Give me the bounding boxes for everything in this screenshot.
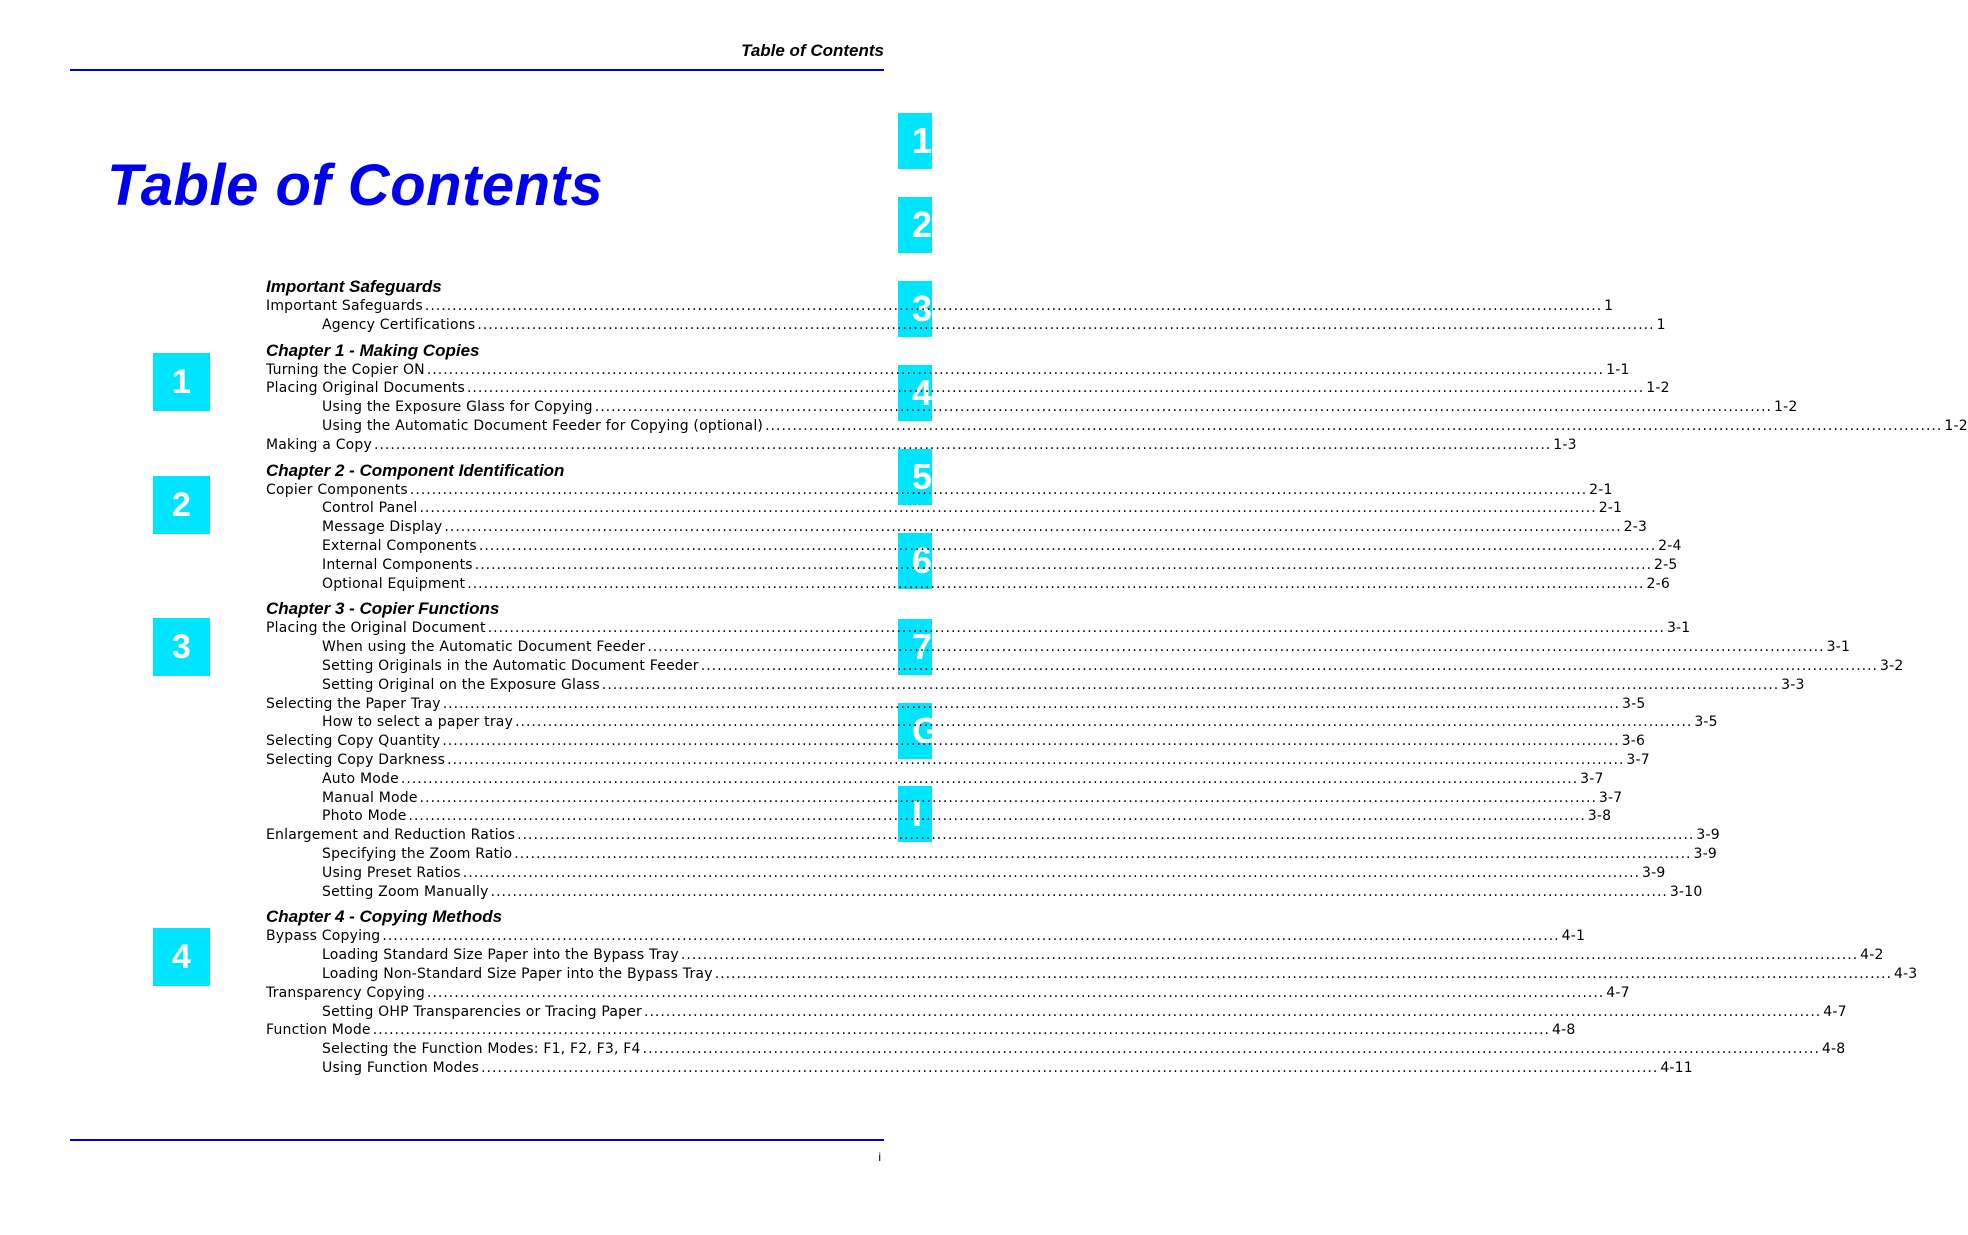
side-tab-chapter-4[interactable]: 4 [898,365,932,421]
toc-page-number: 1-3 [1553,436,1577,453]
toc-subentry[interactable] [266,807,1612,826]
toc-page-number: 1-1 [1606,361,1630,378]
toc-entry-title: Selecting Copy Quantity [266,733,441,750]
dot-leader [715,965,1892,984]
side-tab-chapter-1[interactable]: 1 [898,113,932,169]
toc-subentry[interactable] [266,657,1904,676]
toc-entry-title: Setting Zoom Manually [322,883,489,900]
toc-subentry[interactable] [266,770,1604,789]
toc-page-number: 1-2 [1646,380,1670,397]
toc-entry[interactable] [266,732,1646,751]
toc-entry[interactable] [266,379,1670,398]
toc-entry-title: Making a Copy [266,436,373,453]
chapter-marker-2: 2 [153,476,210,534]
toc-entry-title: Specifying the Zoom Ratio [322,845,513,862]
toc-entry[interactable] [266,436,1577,455]
toc-page-number: 4-2 [1860,947,1884,964]
toc-entry[interactable] [266,751,1650,770]
dot-leader [427,984,1604,1003]
toc-subentry[interactable] [266,499,1623,518]
toc-page-number: 1 [1656,316,1666,333]
chapter-marker-4: 4 [153,928,210,986]
toc-entry-title: Transparency Copying [266,984,425,1001]
dot-leader [425,297,1602,316]
toc-page-number: 4-7 [1823,1003,1847,1020]
toc-entry[interactable] [266,619,1691,638]
side-tab-index[interactable]: I [898,786,932,842]
dot-leader [515,713,1692,732]
toc-page-number: 3-2 [1880,657,1904,674]
dot-leader [517,826,1694,845]
dot-leader [488,619,1665,638]
toc-entry[interactable] [266,826,1720,845]
dot-leader [444,518,1621,537]
toc-page-number: 4-8 [1821,1041,1846,1058]
toc-page-number: 4-7 [1606,984,1630,1001]
page-number: i [878,1150,881,1164]
dot-leader [373,1021,1550,1040]
toc-page-number: 3-7 [1580,770,1604,787]
dot-leader [643,1040,1820,1059]
toc-entry-title: When using the Automatic Document Feeder [322,639,646,656]
toc-entry-title: External Components [322,537,477,554]
toc-page-number: 2-6 [1646,575,1670,592]
toc-subentry[interactable] [266,1040,1846,1059]
dot-leader [382,927,1559,946]
toc-subentry[interactable] [266,398,1798,417]
toc-entry-title: Selecting the Paper Tray [266,695,441,712]
toc-subentry[interactable] [266,965,1918,984]
dot-leader [477,316,1654,335]
toc-entry[interactable] [266,297,1614,316]
toc-subentry[interactable] [266,946,1884,965]
toc-entry-title: Photo Mode [322,808,407,825]
toc-subentry[interactable] [266,864,1666,883]
side-tab-chapter-5[interactable]: 5 [898,449,932,505]
toc-entry-title: Copier Components [266,481,408,498]
dot-leader [514,845,1691,864]
dot-leader [463,864,1640,883]
section-heading: Important Safeguards [266,277,442,296]
toc-entry-title: Placing Original Documents [266,380,465,397]
toc-entry-title: Enlargement and Reduction Ratios [266,827,516,844]
toc-page-number: 3-3 [1781,676,1805,693]
toc-entry[interactable] [266,481,1613,500]
toc-entry-title: Message Display [322,519,443,536]
toc-subentry[interactable] [266,883,1703,902]
toc-subentry[interactable] [266,713,1718,732]
toc-page-number: 3-1 [1826,639,1851,656]
toc-page-number: 4-3 [1893,965,1918,982]
dot-leader [443,695,1620,714]
toc-entry-title: Selecting the Function Modes: F1, F2, F3, F4 [322,1041,641,1058]
toc-page-number: 2-1 [1598,500,1623,517]
toc-entry-title: Using Preset Ratios [322,864,461,881]
dot-leader [644,1003,1821,1022]
toc-entry-title: Manual Mode [322,789,418,806]
dot-leader [479,537,1656,556]
dot-leader [442,732,1619,751]
dot-leader [681,946,1858,965]
toc-entry-title: Setting OHP Transparencies or Tracing Paper [322,1003,643,1020]
section-heading: Chapter 2 - Component Identification [266,460,565,480]
toc-entry-title: Agency Certifications [322,316,476,333]
toc-entry-title: Setting Original on the Exposure Glass [322,676,600,693]
chapter-marker-1: 1 [153,353,210,411]
toc-entry-title: Optional Equipment [322,575,466,592]
toc-page-number: 2-3 [1623,519,1648,536]
toc-entry-title: Setting Originals in the Automatic Document Feeder [322,657,699,674]
dot-leader [475,556,1652,575]
dot-leader [765,417,1942,436]
toc-entry[interactable] [266,695,1646,714]
toc-page-number: 2-5 [1654,556,1678,573]
toc-page-number: 3-5 [1621,695,1646,712]
toc-page-number: 3-8 [1587,808,1612,825]
side-tab-glossary[interactable]: G [898,703,932,759]
toc-page-number: 4-8 [1552,1022,1576,1039]
dot-leader [701,657,1878,676]
toc-page-number: 3-10 [1669,883,1703,900]
table-of-contents [266,277,1968,1078]
toc-entry-title: Control Panel [322,500,418,517]
running-header-title: Table of Contents [741,41,884,60]
section-heading: Chapter 1 - Making Copies [266,340,480,360]
toc-entry[interactable] [266,927,1586,946]
toc-subentry[interactable] [266,518,1648,537]
toc-subentry[interactable] [266,1059,1693,1078]
toc-page-number: 4-11 [1660,1059,1693,1076]
toc-page-number: 3-7 [1626,751,1650,768]
toc-entry-title: Turning the Copier ON [266,361,425,378]
toc-entry[interactable] [266,1021,1576,1040]
toc-page-number: 3-7 [1598,789,1623,806]
dot-leader [481,1059,1658,1078]
chapter-marker-3: 3 [153,618,210,676]
side-tab-chapter-7[interactable]: 7 [898,619,932,675]
section-heading: Chapter 3 - Copier Functions [266,599,500,619]
dot-leader [419,499,1596,518]
dot-leader [602,676,1779,695]
page-title: Table of Contents [107,153,604,218]
toc-entry-title: Using Function Modes [322,1059,480,1076]
dot-leader [420,789,1597,808]
toc-page-number: 3-5 [1694,714,1718,731]
toc-subentry[interactable] [266,316,1666,335]
toc-entry-title: Loading Standard Size Paper into the Bypass Tray [322,947,679,964]
toc-subentry[interactable] [266,417,1968,436]
toc-entry-title: Selecting Copy Darkness [266,751,446,768]
toc-page-number: 3-9 [1642,864,1666,881]
toc-entry-title: How to select a paper tray [322,714,514,731]
toc-page-number: 3-9 [1696,827,1720,844]
toc-page-number: 3-1 [1666,620,1691,637]
toc-subentry[interactable] [266,845,1717,864]
toc-page-number: 4-1 [1561,928,1586,945]
toc-page-number: 2-4 [1658,537,1682,554]
toc-entry-title: Using the Exposure Glass for Copying [322,399,593,416]
toc-subentry[interactable] [266,575,1670,594]
toc-subentry[interactable] [266,676,1805,695]
toc-page-number: 3-6 [1621,733,1646,750]
toc-subentry[interactable] [266,638,1851,657]
dot-leader [401,770,1578,789]
toc-entry-title: Internal Components [322,556,473,573]
toc-entry-title: Function Mode [266,1022,371,1039]
toc-entry[interactable] [266,984,1630,1003]
toc-entry-title: Bypass Copying [266,928,381,945]
toc-subentry[interactable] [266,537,1682,556]
section-heading: Chapter 4 - Copying Methods [266,907,503,927]
toc-page-number: 2-1 [1589,481,1613,498]
dot-leader [447,751,1624,770]
toc-page-number: 1-2 [1774,399,1798,416]
dot-leader [427,361,1604,380]
toc-entry-title: Placing the Original Document [266,620,486,637]
toc-page-number: 3-9 [1693,845,1717,862]
dot-leader [410,481,1587,500]
dot-leader [647,638,1824,657]
toc-subentry[interactable] [266,556,1678,575]
footer-rule [70,1139,884,1141]
side-tab-chapter-3[interactable]: 3 [898,281,932,337]
dot-leader [491,883,1668,902]
toc-entry-title: Important Safeguards [266,298,423,314]
toc-entry-title: Loading Non-Standard Size Paper into the Bypass Tray [322,965,713,982]
side-tab-chapter-6[interactable]: 6 [898,533,932,589]
dot-leader [467,575,1644,594]
toc-entry-title: Using the Automatic Document Feeder for Copying (optional) [322,417,764,434]
dot-leader [595,398,1772,417]
toc-subentry[interactable] [266,1003,1847,1022]
toc-subentry[interactable] [266,789,1623,808]
dot-leader [374,436,1551,455]
dot-leader [467,379,1644,398]
toc-page-number: 1 [1604,298,1614,314]
toc-entry[interactable] [266,361,1630,380]
header-rule [70,69,884,71]
dot-leader [409,807,1586,826]
toc-entry-title: Auto Mode [322,770,399,787]
toc-page-number: 1-2 [1944,417,1968,434]
side-tab-chapter-2[interactable]: 2 [898,197,932,253]
